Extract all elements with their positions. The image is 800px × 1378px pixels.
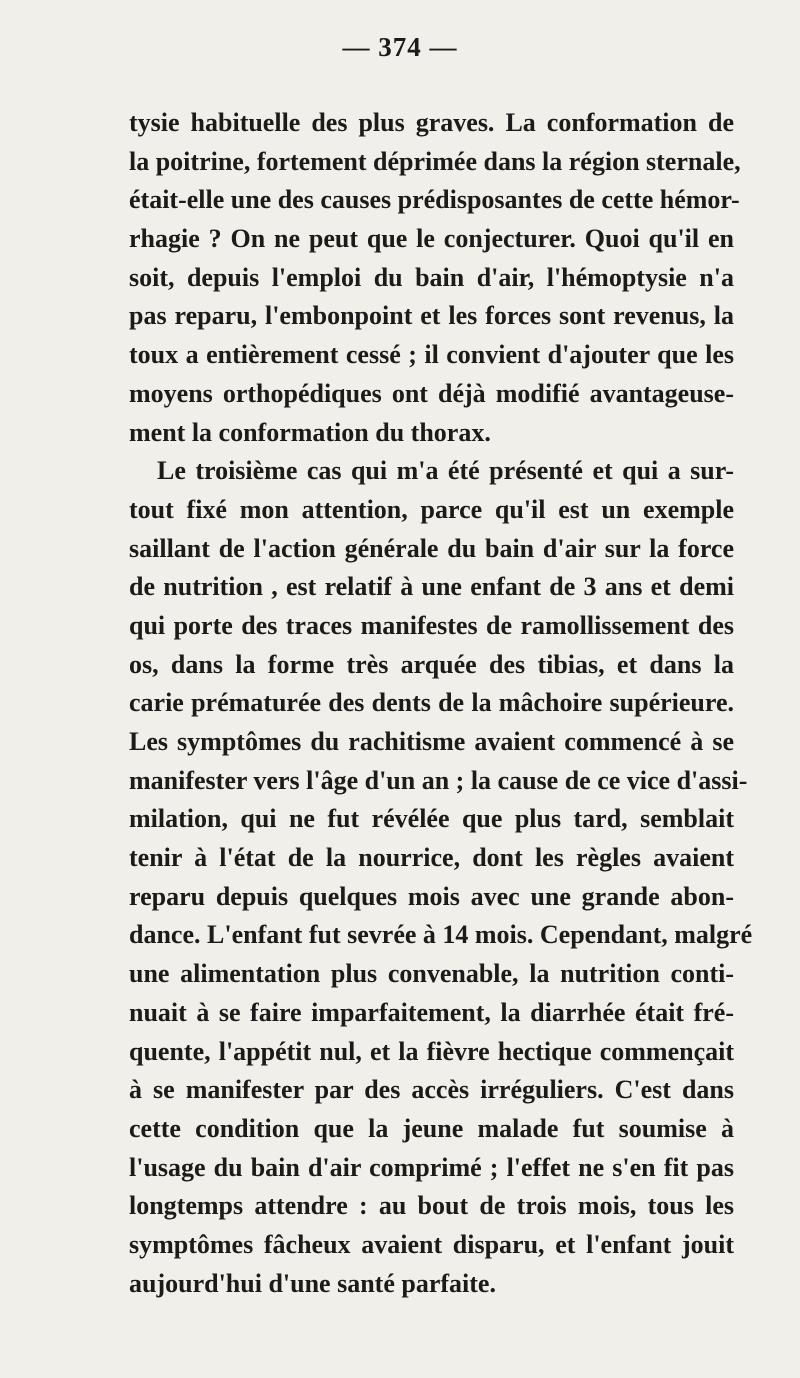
page-number: — 374 — [342,32,458,62]
paragraph-end-line: ment la conformation du thorax. [129,417,491,447]
text-line: milation, qui ne fut révélée que plus tard, semblait [129,804,734,834]
text-line: longtemps attendre : au bout de trois mois, tous les [129,1191,734,1221]
text-line: qui porte des traces manifestes de ramollissement des [129,610,734,640]
text-line: pas reparu, l'embonpoint et les forces sont revenus, la [129,301,734,331]
text-line: à se manifester par des accès irréguliers. C'est dans [129,1075,734,1105]
text-line: était-elle une des causes prédisposantes de cette hémor- [129,185,740,215]
text-line: tenir à l'état de la nourrice, dont les règles avaient [129,843,734,873]
text-line: quente, l'appétit nul, et la fièvre hectique commençait [129,1036,734,1066]
text-line: saillant de l'action générale du bain d'air sur la force [129,533,734,563]
text-line: reparu depuis quelques mois avec une grande abon- [129,881,734,911]
paragraph-start-line: Le troisième cas qui m'a été présenté et qui a sur- [157,456,734,486]
text-line: une alimentation plus convenable, la nutrition conti- [129,959,734,989]
text-line: l'usage du bain d'air comprimé ; l'effet ne s'en fit pas [129,1152,734,1182]
text-line: toux a entièrement cessé ; il convient d'ajouter que les [129,340,734,370]
text-line: os, dans la forme très arquée des tibias, et dans la [129,649,734,679]
text-line: manifester vers l'âge d'un an ; la cause de ce vice d'assi- [129,765,748,795]
text-line: symptômes fâcheux avaient disparu, et l'enfant jouit [129,1229,734,1259]
text-line: la poitrine, fortement déprimée dans la région sternale, [129,146,741,176]
text-line: soit, depuis l'emploi du bain d'air, l'hémoptysie n'a [129,262,734,292]
text-line: tysie habituelle des plus graves. La conformation de [129,108,734,137]
text-line: carie prématurée des dents de la mâchoire supérieure. [129,688,734,718]
text-line: tout fixé mon attention, parce qu'il est un exemple [129,494,734,524]
text-line: Les symptômes du rachitisme avaient commencé à se [129,727,734,756]
text-line: moyens orthopédiques ont déjà modifié avantageuse- [129,378,734,408]
text-line: dance. L'enfant fut sevrée à 14 mois. Cependant, malgré [129,920,753,950]
text-line: cette condition que la jeune malade fut soumise à [129,1113,734,1143]
body-text [129,104,753,1303]
text-line: rhagie ? On ne peut que le conjecturer. Quoi qu'il en [129,224,734,254]
paragraph-end-line: aujourd'hui d'une santé parfaite. [129,1268,496,1298]
text-line: de nutrition , est relatif à une enfant de 3 ans et demi [129,572,734,602]
text-line: nuait à se faire imparfaitement, la diarrhée était fré- [129,997,734,1027]
